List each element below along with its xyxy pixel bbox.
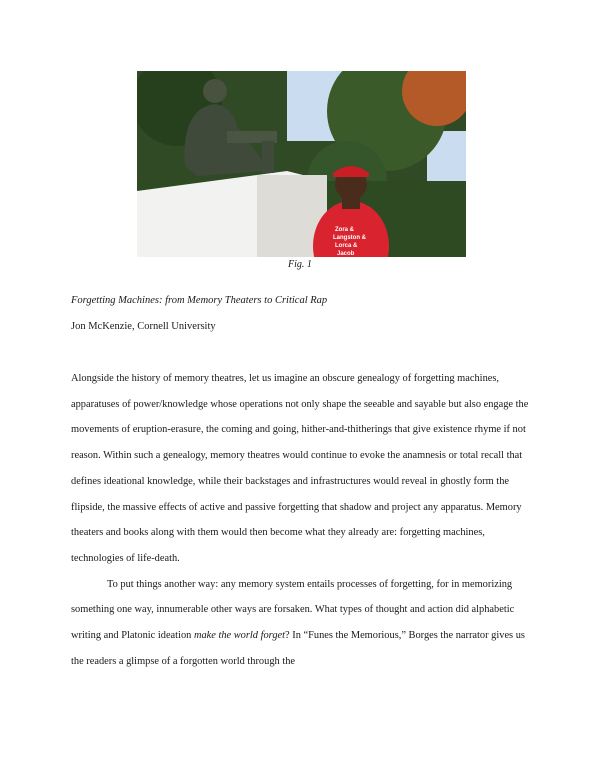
article-title: Forgetting Machines: from Memory Theaters to Critical Rap [71,295,328,306]
svg-text:Lorca &: Lorca & [335,243,358,249]
paragraph-2-emphasis: make the world forget [193,630,286,642]
paragraph-2 [71,572,531,675]
paragraph-1: Alongside the history of memory theatres, let us imagine an obscure genealogy of forgetting machines, apparatuses of power/knowledge whose operations not only shape the seeable and sayable but also engage the movements of eruption-erasure, the coming and going, hither-and-thitherings that give existence rhyme if not reason. Within such a genealogy, memory theatres would continue to evoke the anamnesis or total recall that defines ideational knowledge, while their backstages and infrastructures would reveal in ghostly form the flipside, the massive effects of active and passive forgetting that shadow and project any apparatus. Memory theaters and books along with them would then become what they already are: forgetting machines, technologies of life-death. [71,373,529,564]
svg-text:Zora &: Zora & [335,227,355,233]
article-author: Jon McKenzie, Cornell University [71,321,216,332]
paragraph-2-part-b: ? In “Funes the Memorious,” Borges the narrator gives us the readers a glimpse of a forgotten world through the [71,630,525,667]
statue-and-man-photo [137,71,466,257]
figure-caption: Fig. 1 [288,259,312,270]
figure-photo [137,71,466,257]
paragraph-2-part-a: To put things another way: any memory system entails processes of forgetting, for in memorizing something one way, innumerable other ways are forsaken. What types of thought and action did alphabetic writing and Platonic ideation [71,578,515,642]
svg-text:Jacob: Jacob [337,251,355,257]
article-body [71,366,531,674]
svg-text:Langston &: Langston & [333,235,366,241]
